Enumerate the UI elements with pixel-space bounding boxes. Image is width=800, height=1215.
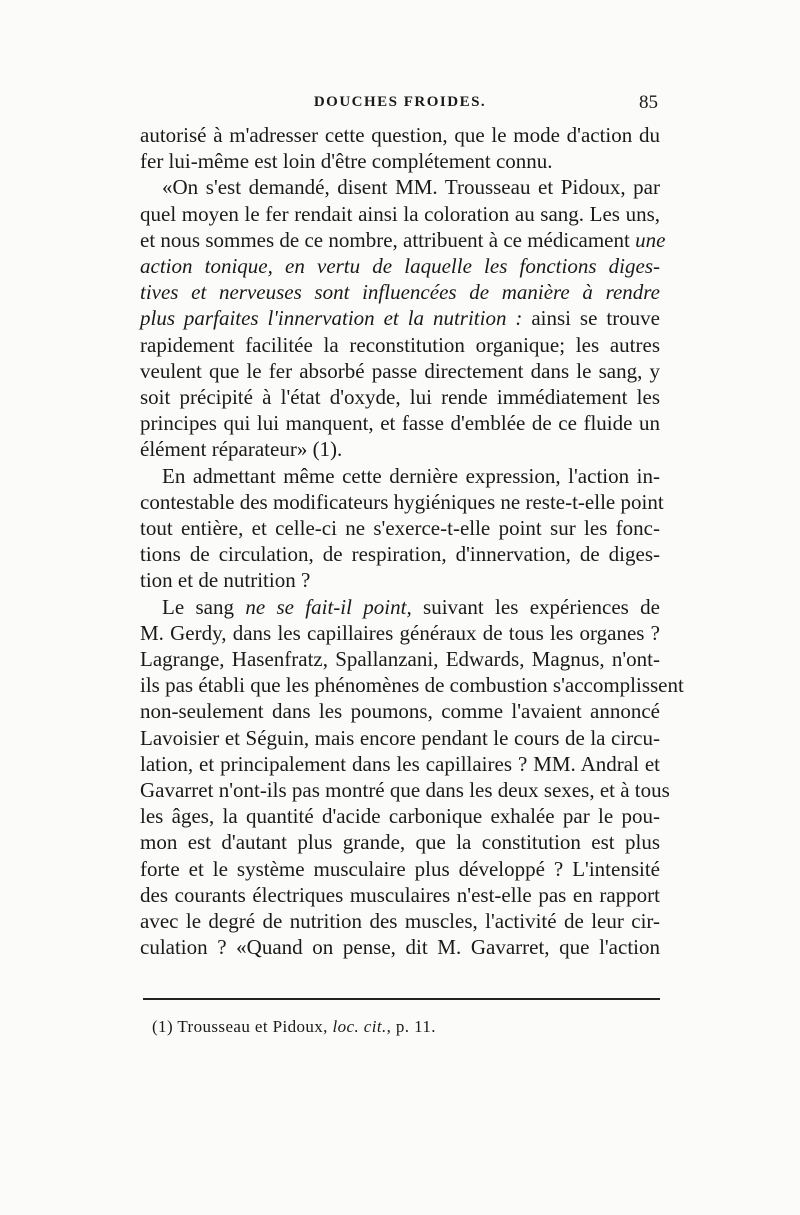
text-span: autorisé à m'adresser cette question, que le mode d'action du: [140, 123, 660, 147]
text-span: Le sang: [162, 594, 246, 619]
text-span: Lagrange, Hasenfratz, Spallanzani, Edwards, Magnus, n'ont-: [140, 647, 660, 672]
italic-span: plus parfaites l'innervation et la nutrition :: [140, 306, 523, 331]
text-line: [140, 489, 664, 515]
italic-span: tives et nerveuses sont influencées de manière à rendre: [140, 280, 660, 305]
text-line: [140, 856, 660, 882]
text-line: [140, 358, 660, 384]
text-line: [140, 751, 660, 777]
text-span: suivant les expériences de: [411, 594, 660, 619]
text-line: [140, 620, 660, 646]
text-span: culation ? «Quand on pense, dit M. Gavarret, que l'action: [140, 935, 660, 960]
text-span: élément réparateur» (1).: [140, 437, 343, 462]
text-line: [140, 279, 660, 305]
text-line: [140, 515, 660, 541]
text-span: Gavarret n'ont-ils pas montré que dans les deux sexes, et à tous: [140, 778, 670, 803]
italic-span: ne se fait-il point,: [245, 594, 412, 619]
text-line: [140, 174, 660, 200]
text-line: [140, 410, 660, 436]
text-span: des courants électriques musculaires n'est-elle pas en rapport: [140, 882, 660, 907]
footnote-text: (1) Trousseau et Pidoux,: [152, 1017, 333, 1036]
text-line: [140, 122, 660, 148]
footnote-rule: [143, 998, 660, 1000]
page-number: 85: [639, 92, 658, 113]
text-line: [140, 227, 666, 253]
text-line: [140, 567, 660, 593]
text-span: ainsi se trouve: [522, 306, 661, 331]
text-line: [140, 698, 660, 724]
running-head: DOUCHES FROIDES.: [313, 94, 487, 110]
text-span: fer lui-même est loin d'être complétement connu.: [140, 149, 553, 174]
text-line: [140, 201, 660, 227]
text-line: [140, 305, 660, 331]
text-span: tion et de nutrition ?: [140, 568, 311, 593]
text-span: et nous sommes de ce nombre, attribuent à ce médicament: [140, 227, 636, 252]
text-span: principes qui lui manquent, et fasse d'emblée de ce fluide un: [140, 411, 660, 436]
italic-span: action tonique, en vertu de laquelle les fonctions diges-: [140, 254, 660, 279]
text-line: [140, 829, 660, 855]
text-span: veulent que le fer absorbé passe directement dans le sang, y: [140, 358, 660, 383]
text-line: [140, 332, 660, 358]
body-text: [140, 122, 684, 961]
text-span: ils pas établi que les phénomènes de combustion s'accomplissent: [140, 673, 684, 698]
text-line: [140, 882, 660, 908]
text-line: [140, 725, 660, 751]
page: [140, 92, 684, 961]
text-line: [140, 541, 660, 567]
text-line: [140, 436, 660, 462]
text-span: forte et le système musculaire plus développé ? L'intensité: [140, 856, 660, 881]
text-span: En admettant même cette dernière expression, l'action in-: [162, 463, 660, 488]
text-span: M. Gerdy, dans les capillaires généraux de tous les organes ?: [140, 620, 660, 645]
footnote-page: , p. 11.: [386, 1017, 436, 1036]
text-line: [140, 934, 660, 960]
footnote-citation: loc. cit.: [332, 1017, 387, 1036]
text-span: avec le degré de nutrition des muscles, l'activité de leur cir-: [140, 909, 660, 934]
text-span: quel moyen le fer rendait ainsi la coloration au sang. Les uns,: [140, 201, 660, 226]
italic-span: une: [635, 227, 666, 252]
text-span: «On s'est demandé, disent MM. Trousseau et Pidoux, par: [162, 175, 660, 200]
text-span: non-seulement dans les poumons, comme l'avaient annoncé: [140, 699, 660, 724]
text-span: lation, et principalement dans les capillaires ? MM. Andral et: [140, 751, 660, 776]
text-span: contestable des modificateurs hygiéniques ne reste-t-elle point: [140, 489, 664, 514]
text-line: [140, 384, 660, 410]
text-line: [140, 253, 660, 279]
text-line: [140, 646, 660, 672]
text-line: [140, 594, 660, 620]
text-span: tions de circulation, de respiration, d'innervation, de diges-: [140, 542, 660, 567]
text-span: mon est d'autant plus grande, que la constitution est plus: [140, 830, 660, 855]
footnote: [152, 1017, 436, 1037]
text-span: Lavoisier et Séguin, mais encore pendant le cours de la circu-: [140, 725, 660, 750]
text-line: [140, 777, 670, 803]
text-span: tout entière, et celle-ci ne s'exerce-t-elle point sur les fonc-: [140, 516, 660, 541]
text-span: soit précipité à l'état d'oxyde, lui rende immédiatement les: [140, 385, 660, 410]
text-line: [140, 463, 660, 489]
text-line: [140, 803, 660, 829]
text-line: [140, 672, 684, 698]
text-line: [140, 908, 660, 934]
text-span: rapidement facilitée la reconstitution organique; les autres: [140, 332, 660, 357]
text-line: [140, 148, 660, 174]
page-header: [140, 92, 660, 122]
text-span: les âges, la quantité d'acide carbonique exhalée par le pou-: [140, 804, 660, 829]
